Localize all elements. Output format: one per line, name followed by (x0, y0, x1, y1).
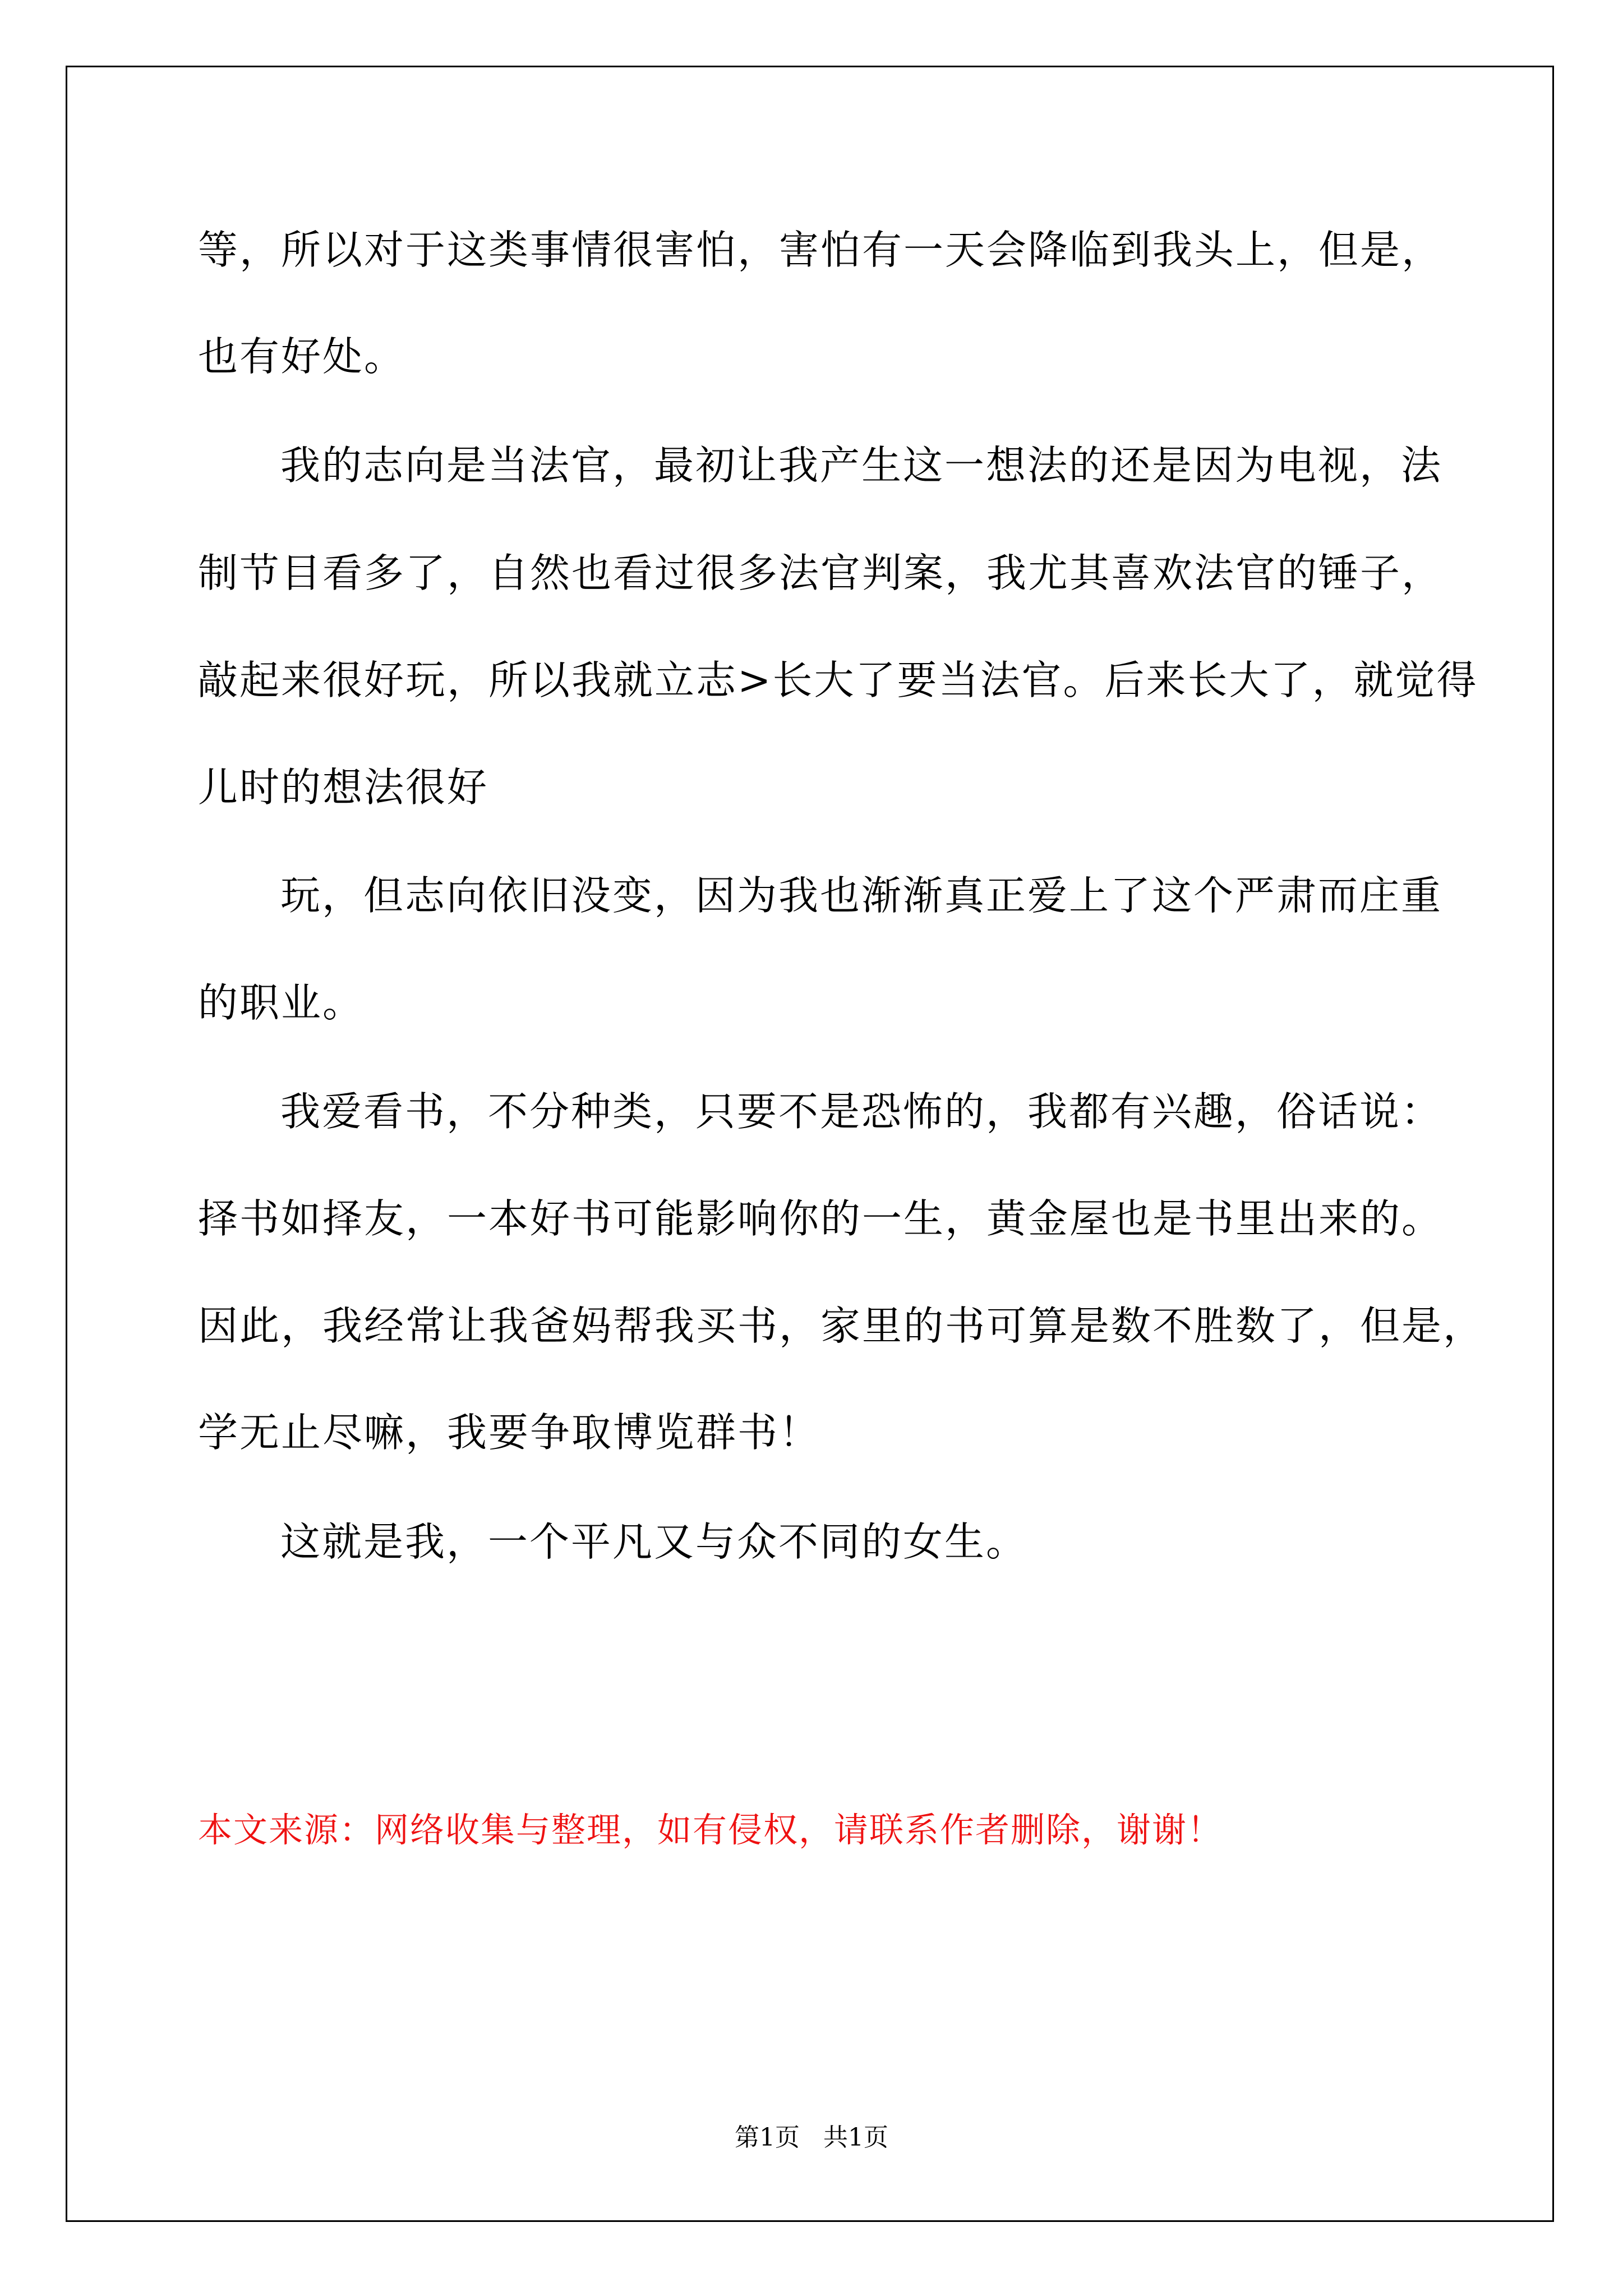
body-text-line: 的职业。 (198, 979, 365, 1026)
body-text-line: 择书如择友，一本好书可能影响你的一生，黄金屋也是书里出来的。 (198, 1195, 1444, 1242)
body-text-line: 制节目看多了，自然也看过很多法官判案，我尤其喜欢法官的锤子， (198, 550, 1444, 596)
source-note: 本文来源：网络收集与整理，如有侵权，请联系作者删除，谢谢！ (198, 1810, 1223, 1850)
page-border (66, 66, 1554, 2222)
body-text-line: 也有好处。 (198, 333, 406, 380)
body-text-line: 我爱看书，不分种类，只要不是恐怖的，我都有兴趣，俗话说： (280, 1088, 1443, 1135)
body-text-line: 因此，我经常让我爸妈帮我买书，家里的书可算是数不胜数了，但是， (198, 1303, 1485, 1349)
body-text-line: 等，所以对于这类事情很害怕，害怕有一天会降临到我头上，但是， (198, 227, 1444, 273)
body-text-line: 儿时的想法很好 (198, 764, 489, 811)
body-text-line: 玩，但志向依旧没变，因为我也渐渐真正爱上了这个严肃而庄重 (280, 872, 1443, 919)
body-text-line: 我的志向是当法官，最初让我产生这一想法的还是因为电视，法 (280, 442, 1443, 489)
body-text-line: 敲起来很好玩，所以我就立志>长大了要当法官。后来长大了，就觉得 (198, 657, 1478, 703)
page-footer: 第1页 共1页 (735, 2123, 888, 2152)
body-text-line: 学无止尽嘛，我要争取博览群书！ (198, 1409, 821, 1456)
body-text-line: 这就是我，一个平凡又与众不同的女生。 (280, 1519, 1028, 1565)
